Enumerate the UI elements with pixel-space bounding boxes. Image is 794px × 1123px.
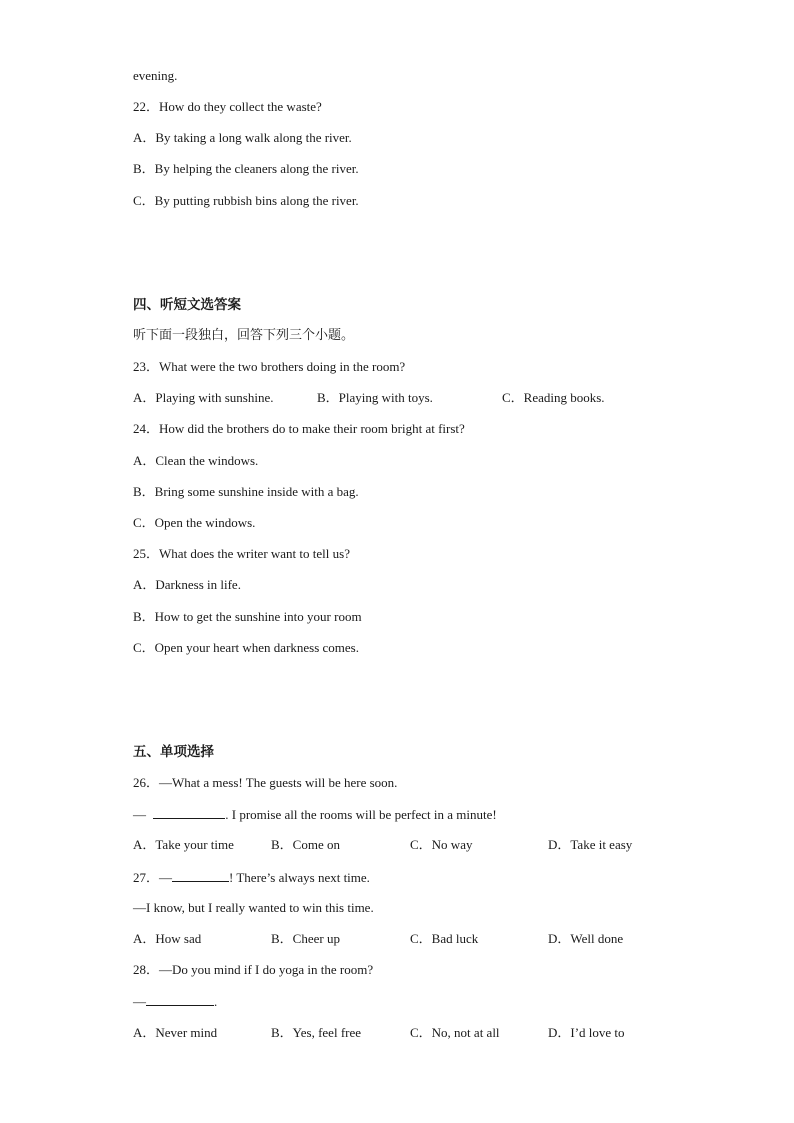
question-26-response-text: . I promise all the rooms will be perfect in a minute! <box>225 807 497 822</box>
question-24-option-b: B．Bring some sunshine inside with a bag. <box>133 484 359 499</box>
question-28-option-b: B．Yes, feel free <box>271 1025 362 1040</box>
question-28-option-c: C．No, not at all <box>410 1025 500 1040</box>
section-4-instructions: 听下面一段独白，回答下列三个小题。 <box>133 328 355 343</box>
question-28-response <box>133 993 217 1010</box>
answer-blank <box>146 993 214 1006</box>
question-27-reply: —I know, but I really wanted to win this time. <box>133 900 374 915</box>
question-23-option-b: B．Playing with toys. <box>317 390 433 405</box>
question-27-prefix: 27．— <box>133 870 173 885</box>
question-23-option-c: C．Reading books. <box>502 390 605 405</box>
question-25-option-b: B．How to get the sunshine into your room <box>133 609 362 624</box>
question-26-option-a: A．Take your time <box>133 837 234 852</box>
question-26: 26．—What a mess! The guests will be here soon. <box>133 775 398 790</box>
question-26-option-d: D．Take it easy <box>548 837 633 852</box>
question-24: 24．How did the brothers do to make their room bright at first? <box>133 421 465 436</box>
question-22-option-c: C．By putting rubbish bins along the river. <box>133 193 359 208</box>
question-23: 23．What were the two brothers doing in the room? <box>133 359 406 374</box>
question-28-option-d: D．I’d love to <box>548 1025 625 1040</box>
answer-blank <box>153 806 225 819</box>
question-24-option-a: A．Clean the windows. <box>133 453 259 468</box>
question-26-option-b: B．Come on <box>271 837 340 852</box>
question-23-option-a: A．Playing with sunshine. <box>133 390 274 405</box>
question-27-text: ! There’s always next time. <box>229 870 370 885</box>
question-27-option-b: B．Cheer up <box>271 931 340 946</box>
question-25-option-a: A．Darkness in life. <box>133 577 241 592</box>
question-24-option-c: C．Open the windows. <box>133 515 256 530</box>
question-27-option-a: A．How sad <box>133 931 202 946</box>
answer-blank <box>172 869 229 882</box>
section-4-title: 四、听短文选答案 <box>133 297 241 313</box>
period: . <box>214 994 218 1009</box>
question-28: 28．—Do you mind if I do yoga in the room? <box>133 962 374 977</box>
section-5-title: 五、单项选择 <box>133 744 214 760</box>
question-27-option-d: D．Well done <box>548 931 624 946</box>
dash: — <box>133 807 146 822</box>
question-25: 25．What does the writer want to tell us? <box>133 546 350 561</box>
question-27 <box>133 869 370 886</box>
question-22-option-b: B．By helping the cleaners along the river. <box>133 161 359 176</box>
question-25-option-c: C．Open your heart when darkness comes. <box>133 640 359 655</box>
dash: — <box>133 994 146 1009</box>
question-26-option-c: C．No way <box>410 837 473 852</box>
question-28-option-a: A．Never mind <box>133 1025 218 1040</box>
question-26-response <box>133 806 497 823</box>
question-27-option-c: C．Bad luck <box>410 931 479 946</box>
question-22: 22．How do they collect the waste? <box>133 99 322 114</box>
question-22-option-a: A．By taking a long walk along the river. <box>133 130 352 145</box>
continued-text: evening. <box>133 68 178 83</box>
